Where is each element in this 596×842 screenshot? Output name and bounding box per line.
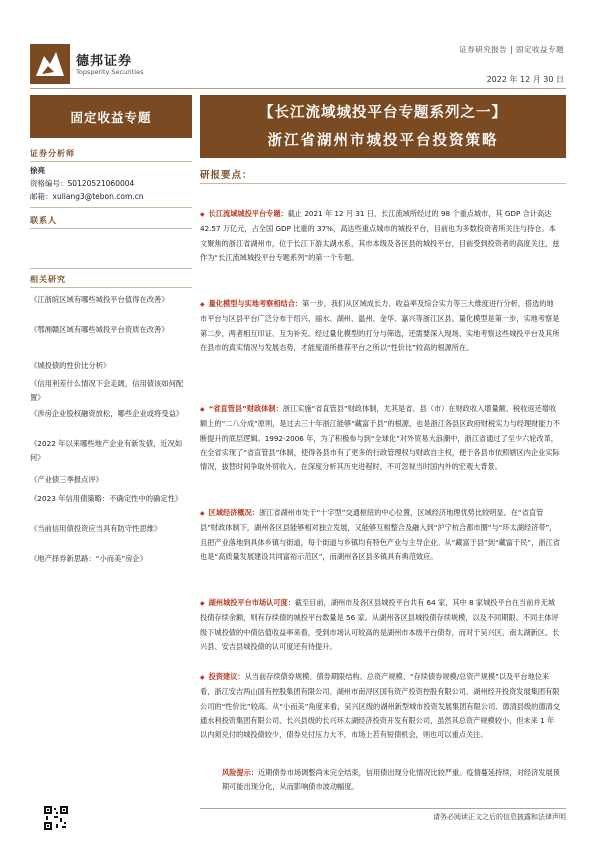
key-points-divider [200,183,566,184]
paragraph-text: 第一步，我们从区域成长力、收益率及综合实力等三大维度进行分析，搭选的地市平台与区县平台广泛分布于绍兴、丽水、湖州、温州、金华、嘉兴等浙江区县。量化模型是第一步，实地考察是第二步，两者相互印证、互为补充。经过量化模型的打分与筛选，还需要深入现场、实地考察这些城投平台及其所在县市的真实情况与发展态势，才能度清所推荐平台之所以“性价比”较高的根源所在。 [200,299,560,352]
contact-divider [30,228,192,229]
contact-divider-top [30,207,192,208]
analyst-email[interactable]: 邮箱：xuliang3@tebon.com.cn [30,192,144,201]
analyst-heading: 证券分析师 [30,149,75,158]
related-report[interactable]: 《信用利差什么情况下会走阔，信用债该如何配置》 [30,379,184,402]
paragraph-overview [200,207,560,265]
paragraph-text: 浙江省湖州市处于“十字型”交通枢纽的中心位置，区域经济地理优势比较明显。在“省直管县”财政体制下，湖州各区县能够相对独立发展，又能够互相整合及融入到“沪宁杭合都市圈”与“环太湖经济带”，且把产业落地到具体乡镇与街道，每个街道与乡镇均有特色产业与主导企业。从“藏富于县”到“藏富于民”，浙江省也是“高质量发展建设共同富裕示范区”，而湖州各区县多镇具有典范效应。 [200,508,560,561]
report-date: 2022 年 12 月 30 日 [486,75,564,84]
paragraph-lead: 量化模型与实地考察相结合： [208,299,303,308]
section-tag: 固定收益专题 [30,95,192,138]
paragraph-text: 从当前存续债券规模、债券期限结构、总资产规模、“存续债券规模/总资产规模”以及平台地位来看，浙江安吉两山国有控股集团有限公司、湖州市南浔区国有资产投资控股有限公司、湖州经开投资发展集团有限公司的“性价比”较高。从“小而美”角度来看，吴兴区级的湖州新型城市投资发展集团有限公司、德清县级的德清交通水利投资集团有限公司、长兴县级的长兴环太湖经济投资开发有限公司，虽然其总资产规模较小，但未来 1 年以内须兑付的城投债较少，债券兑付压力大不，市场上若有短债机会，则也可以重点关注。 [200,672,560,740]
related-report[interactable]: 《2023 年信用债策略：不确定性中的确定性》 [30,494,183,503]
related-divider-top [30,268,192,269]
logo-chinese-name: 德邦证券 [76,54,133,69]
logo-english-name: Topsperity Securities [76,68,144,76]
paragraph-investment-advice [200,670,560,742]
report-category: 证券研究报告 | 固定收益专题 [459,45,564,54]
paragraph-lead: “省直管县”财政体制： [208,404,283,413]
related-report[interactable]: 《2022 年以来哪些地产企业有新发债，近况如何》 [30,439,183,462]
company-logo-icon [30,44,70,84]
related-report[interactable]: 《江浙皖区域有哪些城投平台值得在改善》 [30,295,169,304]
paragraph-lead: 风险提示： [222,768,258,777]
related-heading: 相关研究 [30,275,66,284]
paragraph-text: 近期债券市场调整尚未完全结束，信用债出现分化情况比较严重。疫情蔓延持续，对经济发展预期可能出现分化，从而影响债市波动幅度。 [222,768,560,792]
paragraph-market-recognition [200,596,560,654]
paragraph-regional-economy [200,506,560,564]
related-divider [30,287,192,288]
footer-divider [200,808,566,809]
paragraph-lead: 投资建议： [208,672,245,681]
related-report[interactable]: 《城投债的性价比分析》 [30,361,111,370]
footer-disclaimer: 请务必阅读正文之后的信息披露和法律声明 [433,813,566,821]
paragraph-fiscal-system [200,402,560,474]
related-report[interactable]: 《地产择券新思路：“小而美”房企》 [30,554,148,563]
paragraph-risk [222,766,562,795]
bullet-icon: ◆ [200,510,205,517]
related-report[interactable]: 《涉房企业股权融资放松，哪些企业或将受益》 [30,409,184,418]
related-report[interactable]: 《产业债三季报点评》 [30,475,103,484]
related-report[interactable]: 《当前信用债投资应当具有防守性思维》 [30,524,162,533]
paragraph-text: 截止 2021 年 12 月 31 日，长江流域所经过的 98 个重点城市，其 GDP 合计高达 42.57 万亿元，占全国 GDP 比重的 37%，高达些重点城市的城投平台，目前也为多数投资者所关注与持仓。本文聚焦的浙江省湖州市，位于长江下游太湖水系，其市本级及各区县的城投平台，目前受到投资者的高度关注，兹作为“长江流域城投平台专题系列”的第一个专题。 [200,209,560,262]
analyst-divider [30,161,192,162]
paragraph-text: 浙江实施“省直管县”财政体制，尤其是省、县（市）在财政收入增量额、税收返还增收额上的“二八分成”原则，是过去三十年浙江能够“藏富于县”的根源，也是浙江各县区政府财税实力与经理财能力不断提升的底层逻辑。1992-2006 年，为了积极参与到“全球化”对外贸易大浪潮中，浙江省通过了至少六轮改革，在全省实现了“省直管县”体制，使得各县市有了更多的行政管理权与财政自主权，便于各县市依照辖区内企业实际情况，拔替时间争取外贸收入。在深度分析其历史进程时，不可忽视当时国内外的宏观大背景。 [200,404,560,472]
bullet-icon: ◆ [200,600,205,607]
key-points-heading: 研报要点： [200,170,253,181]
paragraph-methodology [200,297,560,355]
paragraph-lead: 区域经济概况： [208,508,259,517]
bullet-icon: ◆ [200,301,205,308]
related-report[interactable]: 《鄂湘赣区域有哪些城投平台资质在改善》 [30,325,169,334]
bullet-icon: ◆ [200,674,205,681]
bullet-icon: ◆ [200,406,205,413]
analyst-name: 徐亮 [30,166,45,175]
title-line-2: 浙江省湖州市城投平台投资策略 [267,133,499,149]
bullet-icon: ◆ [200,211,205,218]
title-line-1: 【长江流域城投平台专题系列之一】 [259,105,507,121]
title-banner [200,95,566,158]
paragraph-text: 截至目前，湖州市及各区县城投平台共有 64 家，其中 8 家城投平台在当前并无城投债存续余额，则有存续债的城投平台数量是 56 家。从湖州各区县城投债存续规模，以及不同期限、不同主体评级下城投债的中债估值收益率来看，受到市场认可较高的是湖州市本级平台债券，而对于吴兴区、南太湖新区、长兴县、安吉县城投债的认可度还有待提升。 [200,598,560,651]
qr-code-icon [44,806,68,830]
header-divider [30,88,566,89]
analyst-cert: 资格编号：S0120521060004 [30,179,135,188]
contact-heading: 联系人 [30,216,57,225]
paragraph-lead: 湖州城投平台市场认可度： [208,598,295,607]
paragraph-lead: 长江流域城投平台专题： [208,209,288,218]
